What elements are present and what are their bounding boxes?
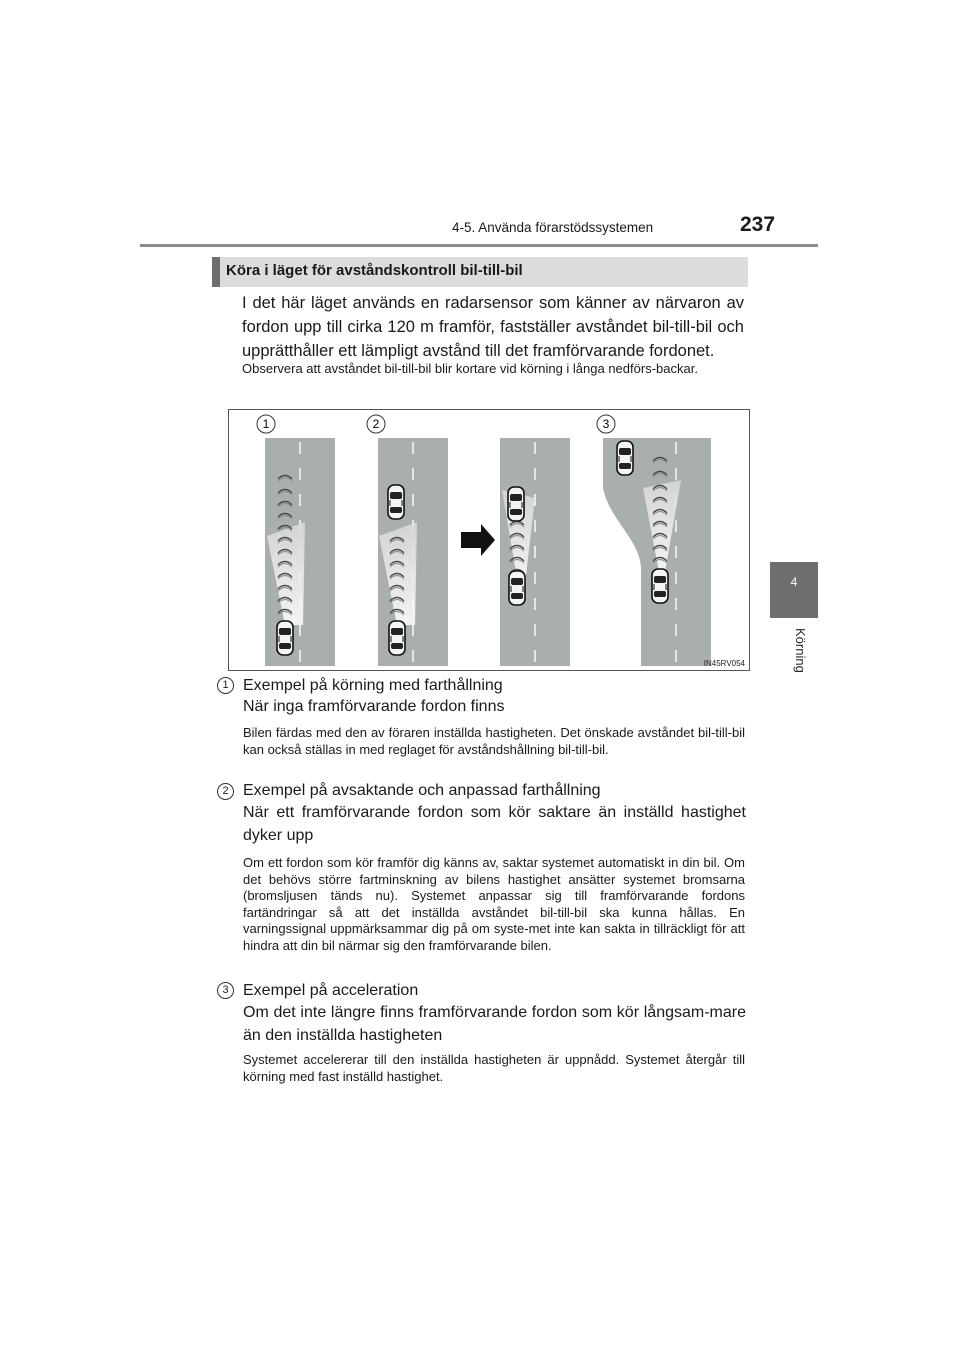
item-1-description: Bilen färdas med den av föraren inställda hastigheten. Det önskade avståndet bil-till-bil kan också ställas in med reglaget för avståndshållning bil-till-bil. bbox=[243, 725, 745, 757]
item-2-description: Om ett fordon som kör framför dig känns av, saktar systemet automatiskt in din bil. Om det behövs större fartminskning av bilens hastighet ansätter systemet bromsarna (bromsljusen tänds nu). Systemet anpassar sig till framförvarande fordons fartändringar så att det inställda avståndet bil-till-bil ska kunna hållas. En varningssignal uppmärksammar dig på om syste-met inte kan sakta in tillräckligt för att hindra att din bil närmar sig den framförvarande bilen. bbox=[243, 855, 745, 953]
own-car-4 bbox=[652, 569, 668, 603]
chapter-tab bbox=[770, 562, 818, 618]
lead-car-4 bbox=[617, 441, 633, 475]
transition-arrow bbox=[461, 524, 495, 556]
lead-car-3 bbox=[508, 487, 524, 521]
own-car-1 bbox=[277, 621, 293, 655]
item-number-3: 3 bbox=[217, 982, 234, 999]
acc-diagram-svg bbox=[229, 410, 749, 670]
svg-text:1: 1 bbox=[262, 417, 270, 431]
item-3-subtitle: Om det inte längre finns framförvarande fordon som kör långsam-mare än den inställda hastigheten bbox=[243, 1004, 746, 1044]
own-car-3 bbox=[509, 571, 525, 605]
item-3-title: Exempel på acceleration bbox=[243, 982, 419, 999]
item-2-title: Exempel på avsaktande och anpassad farthållning bbox=[243, 782, 601, 799]
svg-text:2: 2 bbox=[372, 417, 380, 431]
item-3-description: Systemet accelererar till den inställda hastigheten är uppnådd. Systemet återgår till körning med fast inställd hastighet. bbox=[243, 1052, 745, 1084]
own-car-2 bbox=[389, 621, 405, 655]
figure-code: IN45RV054 bbox=[703, 659, 745, 668]
page-number: 237 bbox=[740, 213, 776, 236]
item-number-2: 2 bbox=[217, 783, 234, 800]
item-2-subtitle: När ett framförvarande fordon som kör saktare än inställd hastighet dyker upp bbox=[243, 804, 746, 844]
lead-car-2 bbox=[388, 485, 404, 519]
item-1-subtitle: När inga framförvarande fordon finns bbox=[243, 698, 505, 715]
figure-label-1 bbox=[257, 415, 275, 433]
intro-paragraph: I det här läget används en radarsensor som känner av närvaron av fordon upp till cirka 120 m framför, fastställer avståndet bil-till-bil och upprätthåller ett lämpligt avstånd till det framförvarande fordonet. bbox=[242, 294, 744, 360]
item-number-1: 1 bbox=[217, 677, 234, 694]
svg-text:3: 3 bbox=[602, 417, 610, 431]
item-1-title: Exempel på körning med farthållning bbox=[243, 677, 503, 694]
header-rule bbox=[140, 244, 818, 247]
running-head: 4-5. Använda förarstödssystemen bbox=[452, 220, 654, 235]
figure-label-2 bbox=[367, 415, 385, 433]
chapter-tab-label: Körning bbox=[793, 628, 808, 673]
section-heading: Köra i läget för avståndskontroll bil-till-bil bbox=[226, 262, 523, 279]
acc-diagram bbox=[228, 409, 750, 671]
note-paragraph: Observera att avståndet bil-till-bil blir kortare vid körning i långa nedförs-backar. bbox=[242, 361, 698, 376]
chapter-tab-number: 4 bbox=[790, 575, 798, 589]
figure-label-3 bbox=[597, 415, 615, 433]
